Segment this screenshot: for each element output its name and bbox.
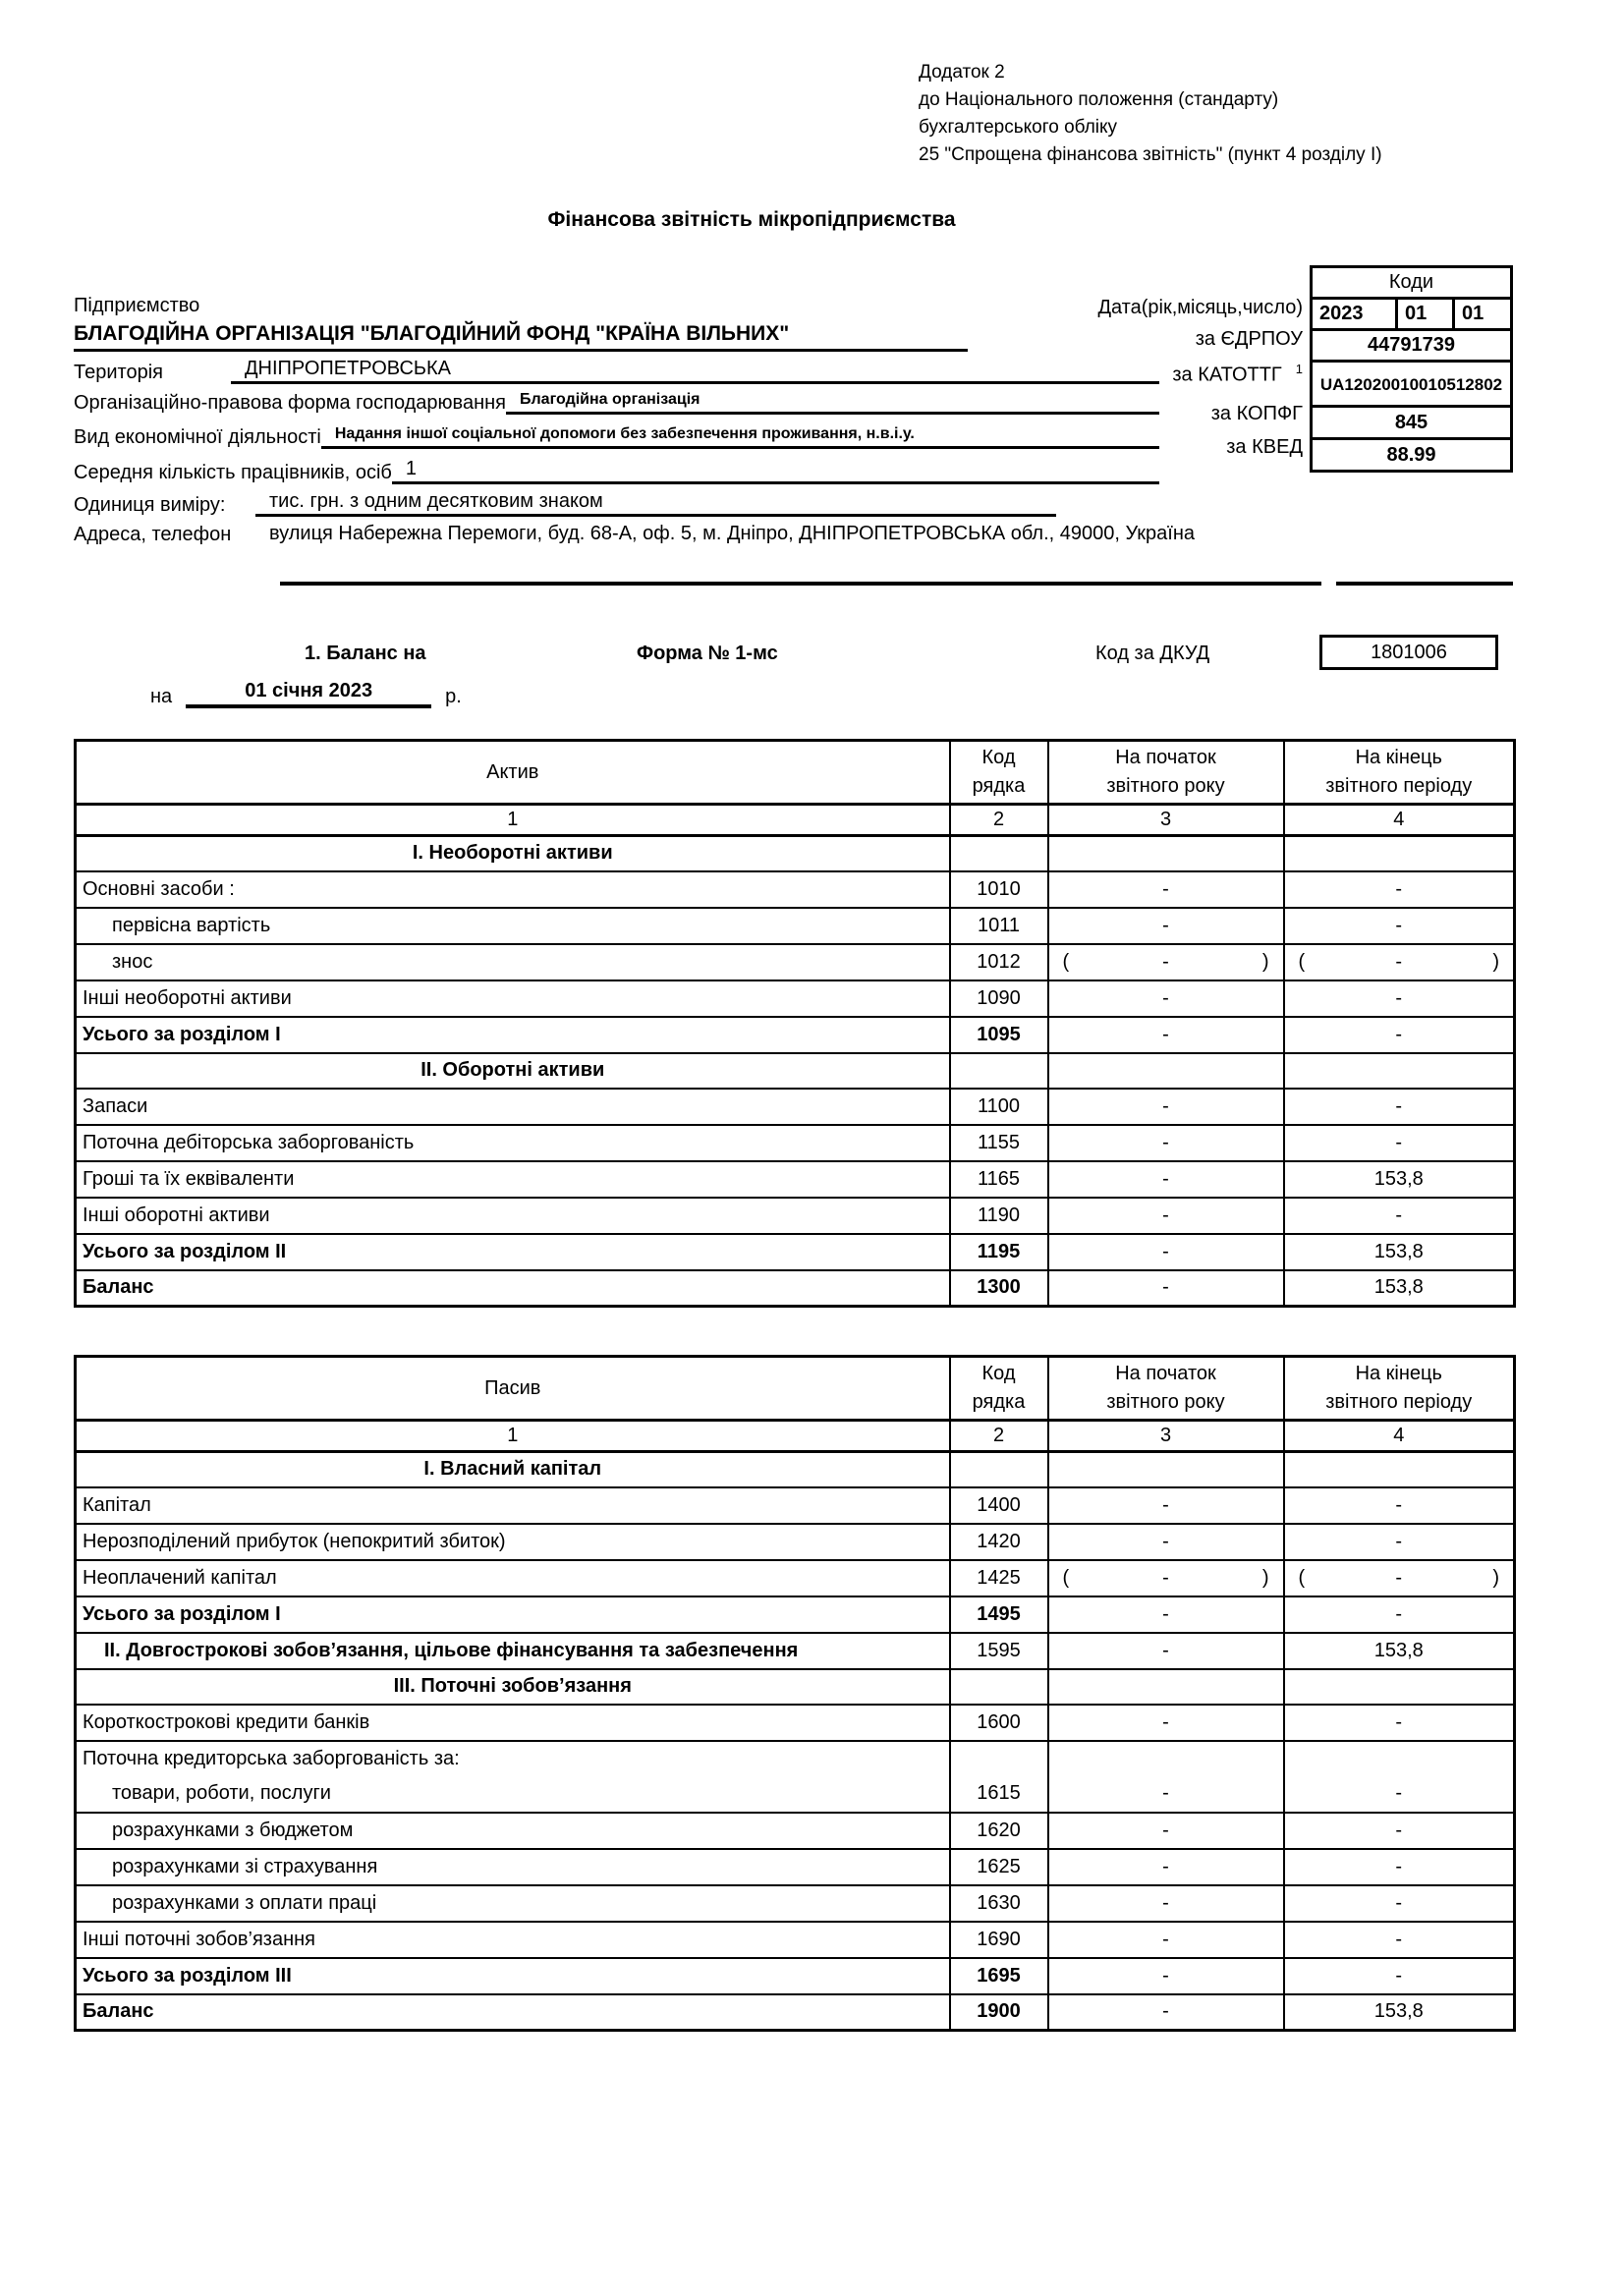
row-label: товари, роботи, послуги [76, 1776, 950, 1813]
row-code: 1155 [950, 1125, 1048, 1161]
value-start: - [1048, 1705, 1284, 1741]
table-header-row [76, 1357, 1515, 1421]
section-title: I. Власний капітал [76, 1452, 950, 1487]
table-row [76, 1922, 1515, 1958]
value-start: - [1048, 1922, 1284, 1958]
row-label: Гроші та їх еквіваленти [76, 1161, 950, 1198]
row-code: 1595 [950, 1633, 1048, 1669]
value-end: - [1284, 1198, 1515, 1234]
value-end: 153,8 [1284, 1633, 1515, 1669]
territory-label: Територія [74, 362, 163, 383]
value-end: - [1284, 1849, 1515, 1885]
table-row [76, 980, 1515, 1017]
value-end: - [1284, 908, 1515, 944]
row-code: 1090 [950, 980, 1048, 1017]
annex-line: до Національного положення (стандарту) [919, 89, 1279, 110]
value-end: - [1284, 980, 1515, 1017]
table-header-row [76, 741, 1515, 805]
table-row [76, 1270, 1515, 1307]
value-start: - [1048, 908, 1284, 944]
activity-label: Вид економічної діяльності [74, 426, 321, 448]
row-code: 1400 [950, 1487, 1048, 1524]
section-title: III. Поточні зобов’язання [76, 1669, 950, 1705]
value-start: - [1048, 1524, 1284, 1560]
section-row [76, 1053, 1515, 1089]
value-start: ( - ) [1048, 944, 1284, 980]
section-row [76, 1669, 1515, 1705]
edrpou-label: за ЄДРПОУ [1195, 328, 1303, 350]
column-code-header: Код рядка [950, 1357, 1048, 1421]
balance-date-prefix: на [150, 686, 173, 707]
table-row [76, 1234, 1515, 1270]
legal-form-label: Організаційно-правова форма господарювання [74, 392, 506, 414]
value-end: 153,8 [1284, 1234, 1515, 1270]
value-end: - [1284, 1125, 1515, 1161]
value-end: - [1284, 1089, 1515, 1125]
row-label: Неоплачений капітал [76, 1560, 950, 1596]
column-index: 4 [1284, 805, 1515, 836]
column-name-header: Пасив [76, 1357, 950, 1421]
row-label: Усього за розділом I [76, 1017, 950, 1053]
value-start: - [1048, 1813, 1284, 1849]
balance-date-line [150, 680, 462, 708]
legal-form-value: Благодійна організація [506, 391, 1159, 415]
value-start: - [1048, 1633, 1284, 1669]
row-code: 1420 [950, 1524, 1048, 1560]
table-row [76, 944, 1515, 980]
table-row [76, 1813, 1515, 1849]
assets-table [74, 739, 1516, 1308]
row-label: Нерозподілений прибуток (непокритий збиток) [76, 1524, 950, 1560]
row-code: 1010 [950, 871, 1048, 908]
row-label: знос [76, 944, 950, 980]
value-end: - [1284, 1958, 1515, 1994]
row-code: 1011 [950, 908, 1048, 944]
row-label: Короткострокові кредити банків [76, 1705, 950, 1741]
column-index: 2 [950, 1421, 1048, 1452]
value-end: 153,8 [1284, 1994, 1515, 2031]
row-label: Усього за розділом II [76, 1234, 950, 1270]
value-end: - [1284, 1705, 1515, 1741]
row-code: 1615 [950, 1776, 1048, 1813]
table-row [76, 1487, 1515, 1524]
row-code: 1190 [950, 1198, 1048, 1234]
column-start-header: На початок звітного року [1048, 741, 1284, 805]
row-code: 1690 [950, 1922, 1048, 1958]
row-label: Основні засоби : [76, 871, 950, 908]
table-row [76, 871, 1515, 908]
company-name-row [74, 322, 968, 352]
row-label: розрахунками з бюджетом [76, 1813, 950, 1849]
kopfg-label: за КОПФГ [1210, 403, 1303, 424]
value-end: 153,8 [1284, 1270, 1515, 1307]
column-index: 4 [1284, 1421, 1515, 1452]
codes-box [1310, 265, 1513, 473]
value-end: 153,8 [1284, 1161, 1515, 1198]
column-index: 3 [1048, 805, 1284, 836]
table-row [76, 1849, 1515, 1885]
value-end: - [1284, 1776, 1515, 1813]
dkud-value: 1801006 [1319, 635, 1498, 670]
group-row [76, 1741, 1515, 1776]
table-row [76, 1017, 1515, 1053]
value-start: - [1048, 1776, 1284, 1813]
table-row [76, 1633, 1515, 1669]
column-end-header: На кінець звітного періоду [1284, 741, 1515, 805]
table-row [76, 1161, 1515, 1198]
row-code: 1695 [950, 1958, 1048, 1994]
row-label: Капітал [76, 1487, 950, 1524]
row-code: 1625 [950, 1849, 1048, 1885]
value-end: - [1284, 1487, 1515, 1524]
value-start: ( - ) [1048, 1560, 1284, 1596]
value-end: - [1284, 1922, 1515, 1958]
value-end: - [1284, 1596, 1515, 1633]
column-start-header: На початок звітного року [1048, 1357, 1284, 1421]
row-code: 1165 [950, 1161, 1048, 1198]
territory-value: ДНІПРОПЕТРОВСЬКА [231, 358, 1159, 384]
company-name: БЛАГОДІЙНА ОРГАНІЗАЦІЯ "БЛАГОДІЙНИЙ ФОНД "КРАЇНА ВІЛЬНИХ" [74, 322, 968, 352]
table-row [76, 908, 1515, 944]
row-code: 1495 [950, 1596, 1048, 1633]
table-row [76, 1596, 1515, 1633]
table-row [76, 1994, 1515, 2031]
annex-line: бухгалтерського обліку [919, 117, 1118, 138]
value-end: - [1284, 1524, 1515, 1560]
address-label: Адреса, телефон [74, 524, 232, 545]
row-code: 1425 [950, 1560, 1048, 1596]
column-index: 3 [1048, 1421, 1284, 1452]
value-start: - [1048, 1849, 1284, 1885]
table-row [76, 1958, 1515, 1994]
katottg-value: UA12020010010512802 [1313, 360, 1510, 405]
row-label: первісна вартість [76, 908, 950, 944]
row-code: 1012 [950, 944, 1048, 980]
report-header [74, 265, 1513, 609]
row-label: розрахунками зі страхування [76, 1849, 950, 1885]
form-number: Форма № 1-мс [637, 643, 778, 664]
row-code: 1600 [950, 1705, 1048, 1741]
row-code: 1100 [950, 1089, 1048, 1125]
date-month-cell: 01 [1395, 300, 1452, 328]
value-start: - [1048, 1161, 1284, 1198]
column-index-row [76, 1421, 1515, 1452]
table-row [76, 1089, 1515, 1125]
value-end: - [1284, 1885, 1515, 1922]
territory-row [74, 358, 1159, 384]
annex-line: 25 "Спрощена фінансова звітність" (пункт 4 розділу I) [919, 144, 1382, 165]
blank-form-line [1336, 582, 1513, 586]
section-title: II. Оборотні активи [76, 1053, 950, 1089]
row-code: 1900 [950, 1994, 1048, 2031]
dkud-label: Код за ДКУД [1095, 643, 1210, 664]
value-start: - [1048, 1017, 1284, 1053]
value-end: - [1284, 1813, 1515, 1849]
column-code-header: Код рядка [950, 741, 1048, 805]
column-index-row [76, 805, 1515, 836]
company-label: Підприємство [74, 295, 200, 316]
value-start: - [1048, 1234, 1284, 1270]
value-start: - [1048, 871, 1284, 908]
unit-label: Одиниця виміру: [74, 494, 226, 516]
row-label: Поточна кредиторська заборгованість за: [76, 1741, 950, 1776]
row-label: Усього за розділом III [76, 1958, 950, 1994]
unit-value: тис. грн. з одним десятковим знаком [255, 490, 1056, 517]
date-label: Дата(рік,місяць,число) [1097, 297, 1303, 318]
katottg-label: за КАТОТТГ $^1$ [1172, 362, 1303, 386]
column-index: 1 [76, 1421, 950, 1452]
row-label: Усього за розділом I [76, 1596, 950, 1633]
row-code: 1630 [950, 1885, 1048, 1922]
kved-label: за КВЕД [1226, 436, 1303, 458]
form-title: Фінансова звітність мікропідприємства [547, 208, 956, 231]
value-end: ( - ) [1284, 944, 1515, 980]
value-start: - [1048, 1089, 1284, 1125]
liabilities-table [74, 1355, 1516, 2032]
table-row [76, 1198, 1515, 1234]
activity-row [74, 425, 1159, 449]
annex-note [919, 59, 1382, 169]
balance-date-suffix: р. [445, 686, 462, 707]
kved-value: 88.99 [1313, 437, 1510, 470]
row-code: 1620 [950, 1813, 1048, 1849]
date-day-cell: 01 [1452, 300, 1510, 328]
column-index: 2 [950, 805, 1048, 836]
kopfg-value: 845 [1313, 405, 1510, 437]
codes-title: Коди [1388, 271, 1434, 293]
value-start: - [1048, 1885, 1284, 1922]
row-label: II. Довгострокові зобов’язання, цільове фінансування та забезпечення [76, 1633, 950, 1669]
date-cells [1313, 297, 1510, 328]
row-label: Запаси [76, 1089, 950, 1125]
legal-form-row [74, 391, 1159, 415]
section-row [76, 836, 1515, 871]
row-code: 1095 [950, 1017, 1048, 1053]
date-year-cell: 2023 [1319, 303, 1364, 324]
balance-title: 1. Баланс на [305, 643, 426, 664]
employees-label: Середня кількість працівників, осіб [74, 462, 392, 483]
value-start: - [1048, 1958, 1284, 1994]
employees-value: 1 [392, 458, 1159, 484]
table-row [76, 1524, 1515, 1560]
balance-date: 01 січня 2023 [186, 680, 431, 708]
table-row [76, 1125, 1515, 1161]
edrpou-value: 44791739 [1313, 328, 1510, 360]
row-code: 1300 [950, 1270, 1048, 1307]
row-label: Інші поточні зобов’язання [76, 1922, 950, 1958]
address-value: вулиця Набережна Перемоги, буд. 68-А, оф. 5, м. Дніпро, ДНІПРОПЕТРОВСЬКА обл., 49000, Україна [269, 523, 1196, 544]
activity-value: Надання іншої соціальної допомоги без забезпечення проживання, н.в.і.у. [321, 425, 1159, 449]
balance-tables [74, 739, 1513, 2032]
table-row [76, 1560, 1515, 1596]
value-start: - [1048, 1487, 1284, 1524]
column-index: 1 [76, 805, 950, 836]
value-start: - [1048, 1270, 1284, 1307]
row-label: Інші оборотні активи [76, 1198, 950, 1234]
row-code: 1195 [950, 1234, 1048, 1270]
row-label: Інші необоротні активи [76, 980, 950, 1017]
value-end: - [1284, 871, 1515, 908]
value-start: - [1048, 1994, 1284, 2031]
employees-row [74, 458, 1159, 484]
unit-row [74, 490, 1056, 517]
value-start: - [1048, 1596, 1284, 1633]
value-start: - [1048, 980, 1284, 1017]
row-label: Поточна дебіторська заборгованість [76, 1125, 950, 1161]
column-name-header: Актив [76, 741, 950, 805]
table-row [76, 1776, 1515, 1813]
value-end: - [1284, 1017, 1515, 1053]
address-row [74, 523, 1321, 546]
blank-form-line [280, 582, 1321, 586]
table-row [76, 1885, 1515, 1922]
row-label: Баланс [76, 1994, 950, 2031]
section-row [76, 1452, 1515, 1487]
value-start: - [1048, 1125, 1284, 1161]
annex-line: Додаток 2 [919, 62, 1005, 83]
row-label: розрахунками з оплати праці [76, 1885, 950, 1922]
section-title: I. Необоротні активи [76, 836, 950, 871]
value-start: - [1048, 1198, 1284, 1234]
column-end-header: На кінець звітного періоду [1284, 1357, 1515, 1421]
katottg-footnote-mark: 1 [1295, 362, 1303, 376]
value-end: ( - ) [1284, 1560, 1515, 1596]
company-label-row [74, 295, 467, 317]
balance-caption [74, 639, 1513, 727]
row-label: Баланс [76, 1270, 950, 1307]
table-row [76, 1705, 1515, 1741]
